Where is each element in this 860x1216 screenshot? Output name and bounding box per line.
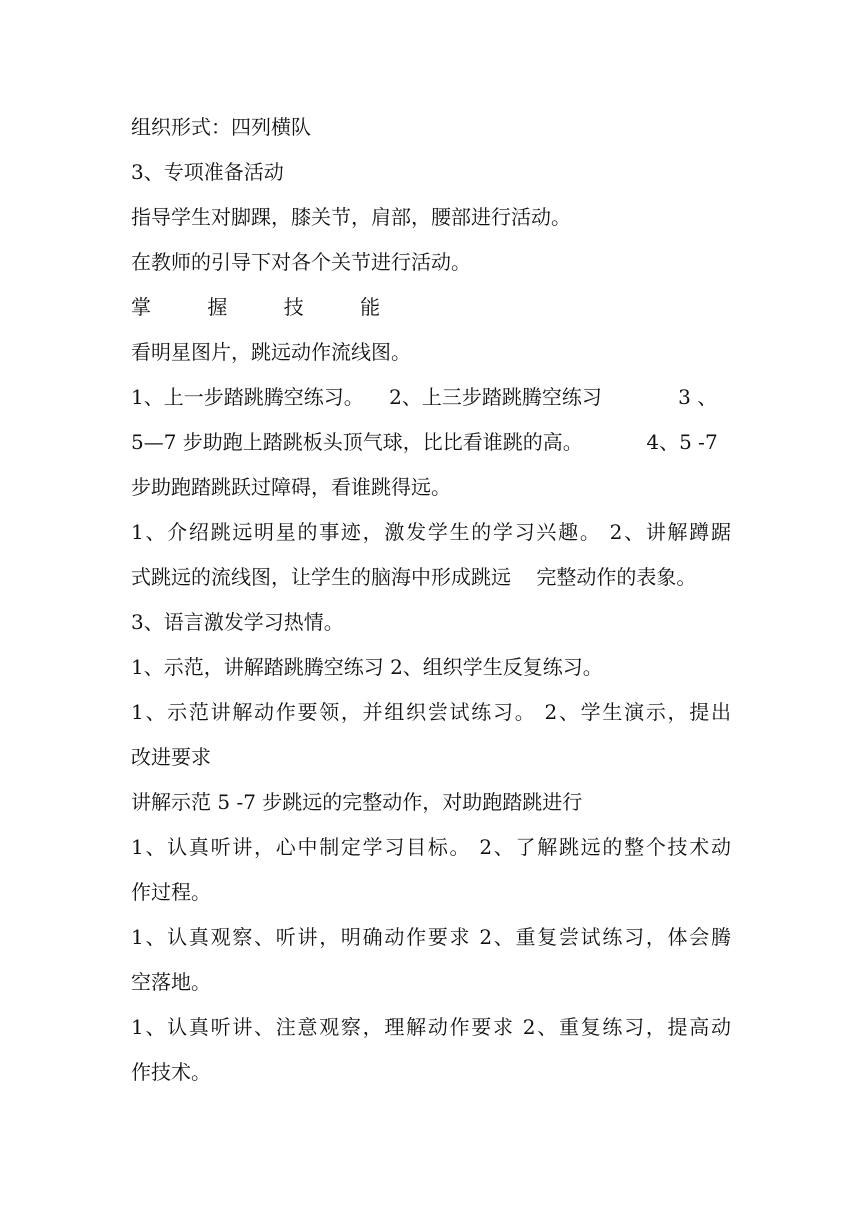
text-line-star-pictures: 看明星图片，跳远动作流线图。	[131, 340, 411, 364]
text-line-guide-joints: 指导学生对脚踝，膝关节，肩部，腰部进行活动。	[131, 205, 571, 229]
text-line-intro-3: 3、语言激发学习热情。	[131, 610, 344, 634]
text-line-intro-1: 1、介绍跳远明星的事迹，激发学生的学习兴趣。 2、讲解蹲踞	[131, 520, 731, 544]
text-line-practice-2: 5—7 步助跑上踏跳板头顶气球，比比看谁跳的高。 4、5 -7	[131, 430, 718, 454]
text-line-demo-1: 1、示范，讲解踏跳腾空练习 2、组织学生反复练习。	[131, 655, 603, 679]
text-line-organization: 组织形式：四列横队	[131, 115, 311, 139]
text-line-understand-1: 1、认真听讲、注意观察，理解动作要求 2、重复练习，提高动	[131, 1015, 731, 1039]
text-line-demo-3: 改进要求	[131, 745, 211, 769]
text-line-listen-2: 作过程。	[131, 880, 211, 904]
text-line-observe-1: 1、认真观察、听讲，明确动作要求 2、重复尝试练习，体会腾	[131, 925, 731, 949]
text-line-demo-2: 1、示范讲解动作要领，并组织尝试练习。 2、学生演示，提出	[131, 700, 731, 724]
text-line-practice-1: 1、上一步踏跳腾空练习。 2、上三步踏跳腾空练习 3 、	[131, 385, 718, 409]
text-line-special-prep: 3、专项准备活动	[131, 160, 284, 184]
text-line-practice-3: 步助跑踏跳跃过障碍，看谁跳得远。	[131, 475, 451, 499]
section-heading-master-skills: 掌 握 技 能	[131, 295, 406, 319]
text-line-listen-1: 1、认真听讲，心中制定学习目标。 2、了解跳远的整个技术动	[131, 835, 731, 859]
text-line-intro-2: 式跳远的流线图，让学生的脑海中形成跳远 完整动作的表象。	[131, 565, 697, 589]
text-line-explain: 讲解示范 5 -7 步跳远的完整动作，对助跑踏跳进行	[131, 790, 583, 814]
text-line-observe-2: 空落地。	[131, 970, 211, 994]
document-body	[131, 105, 731, 1095]
text-line-teacher-guide: 在教师的引导下对各个关节进行活动。	[131, 250, 471, 274]
text-line-understand-2: 作技术。	[131, 1060, 211, 1084]
